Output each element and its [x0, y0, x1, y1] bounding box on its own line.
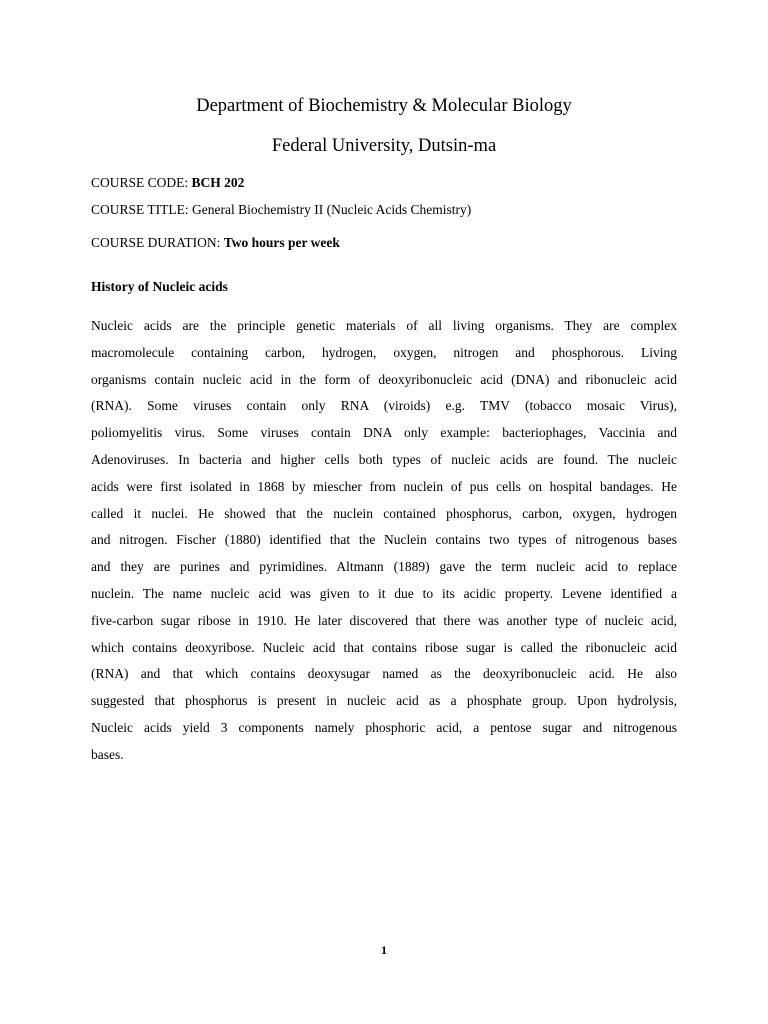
course-duration-label: COURSE DURATION: [91, 235, 224, 250]
page-number: 1 [381, 943, 387, 957]
paragraph-line: Nucleic acids are the principle genetic materials of all living organisms. They are complex [91, 318, 677, 333]
paragraph-line: organisms contain nucleic acid in the form of deoxyribonucleic acid (DNA) and ribonucleic acid [91, 371, 677, 387]
paragraph-line: poliomyelitis virus. Some viruses contain DNA only example: bacteriophages, Vaccinia and [91, 425, 677, 441]
paragraph-line: acids were first isolated in 1868 by miescher from nuclein of pus cells on hospital bandages. He [91, 478, 677, 494]
course-code [91, 174, 244, 192]
course-title [91, 201, 471, 219]
paragraph-line: which contains deoxyribose. Nucleic acid that contains ribose sugar is called the ribonucleic acid [91, 639, 677, 655]
paragraph-line: five-carbon sugar ribose in 1910. He later discovered that there was another type of nucleic acid, [91, 612, 677, 628]
course-title-label: COURSE TITLE: [91, 202, 192, 217]
paragraph-line: Adenoviruses. In bacteria and higher cells both types of nucleic acids are found. The nucleic [91, 451, 677, 467]
course-code-value: BCH 202 [191, 175, 245, 190]
course-duration-value: Two hours per week [223, 235, 340, 250]
course-code-label: COURSE CODE: [91, 175, 192, 190]
paragraph-line: and they are purines and pyrimidines. Altmann (1889) gave the term nucleic acid to replace [91, 559, 677, 575]
course-title-value: General Biochemistry II (Nucleic Acids Chemistry) [192, 202, 472, 217]
department-title: Department of Biochemistry & Molecular Biology [196, 96, 572, 116]
paragraph-line: Nucleic acids yield 3 components namely phosphoric acid, a pentose sugar and nitrogenous [91, 719, 677, 735]
university-title: Federal University, Dutsin-ma [271, 136, 497, 156]
paragraph-line: nuclein. The name nucleic acid was given to it due to its acidic property. Levene identified a [91, 585, 677, 601]
paragraph-line: macromolecule containing carbon, hydrogen, oxygen, nitrogen and phosphorous. Living [91, 344, 677, 360]
paragraph-line: bases. [91, 746, 124, 762]
paragraph-line: and nitrogen. Fischer (1880) identified that the Nuclein contains two types of nitrogenous bases [91, 532, 677, 548]
paragraph-line: (RNA) and that which contains deoxysugar named as the deoxyribonucleic acid. He also [91, 666, 677, 682]
paragraph-line: (RNA). Some viruses contain only RNA (viroids) e.g. TMV (tobacco mosaic Virus), [91, 398, 677, 414]
course-duration [91, 234, 340, 252]
paragraph-line: suggested that phosphorus is present in nucleic acid as a phosphate group. Upon hydrolysis, [91, 693, 677, 709]
body-paragraph [91, 317, 677, 773]
paragraph-line: called it nuclei. He showed that the nuclein contained phosphorus, carbon, oxygen, hydrogen [91, 505, 677, 521]
section-heading: History of Nucleic acids [91, 279, 228, 294]
